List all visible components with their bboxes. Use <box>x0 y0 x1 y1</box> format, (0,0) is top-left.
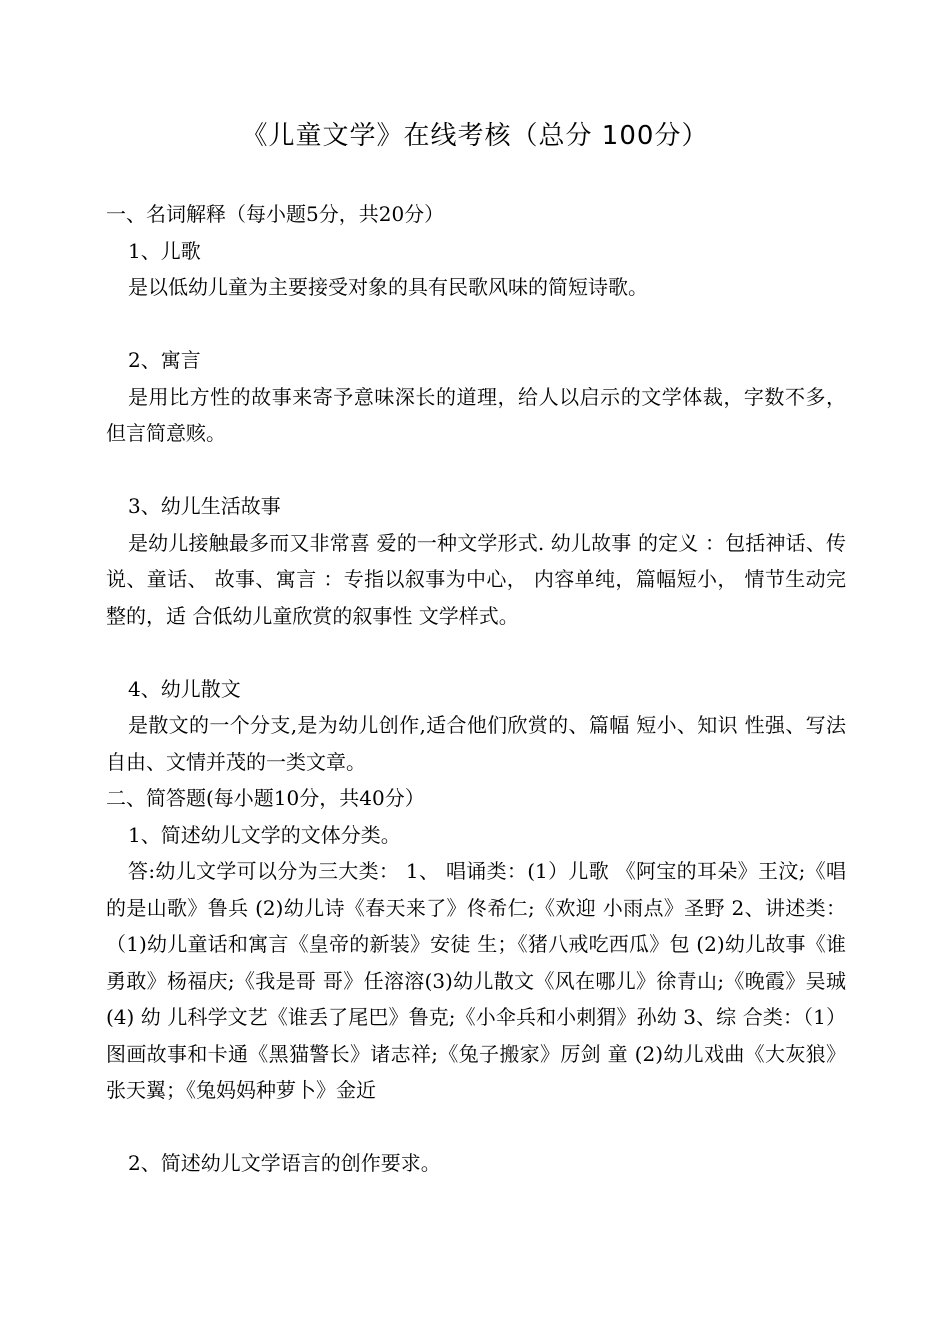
section-heading-1: 一、名词解释（每小题5分，共20分） <box>106 202 445 226</box>
paragraph-gap <box>106 634 846 671</box>
term-definition-4: 是散文的一个分支,是为幼儿创作,适合他们欣赏的、篇幅 短小、知识 性强、写法自由、文情并茂的一类文章。 <box>106 713 846 774</box>
question-label-1: 1、简述幼儿文学的文体分类。 <box>128 822 401 847</box>
document-title: 《儿童文学》在线考核（总分 100分） <box>241 121 709 151</box>
section-heading-2: 二、简答题(每小题10分，共40分） <box>106 786 425 810</box>
term-label-4: 4、幼儿散文 <box>128 676 241 701</box>
term-definition-1: 是以低幼儿童为主要接受对象的具有民歌风味的简短诗歌。 <box>128 275 648 299</box>
paragraph-gap <box>106 306 846 343</box>
term-label-2: 2、寓言 <box>128 348 201 372</box>
question-answer-1: 答:幼儿文学可以分为三大类： 1、 唱诵类：(1）儿歌 《阿宝的耳朵》王汶;《唱的是山歌》鲁兵 (2)幼儿诗《春天来了》佟希仁;《欢迎 小雨点》圣野 2、讲述类：（1)幼儿童话和寓言《皇帝的新装》安徒 生；《猪八戒吃西瓜》包 (2)幼儿故事《谁勇敢》杨福庆;《我是哥 哥》任溶溶(3)幼儿散文《风在哪儿》徐青山;《晚霞》吴珹 (4) 幼 儿科学文艺《谁丢了尾巴》鲁克;《小伞兵和小刺猬》孙幼 3、综 合类：（1）图画故事和卡通《黑猫警长》诸志祥;《兔子搬家》厉剑 童 (2)幼儿戏曲《大灰狼》张天翼；《兔妈妈种萝卜》金近 <box>106 859 846 1102</box>
term-label-3: 3、幼儿生活故事 <box>128 494 281 518</box>
term-label-1: 1、儿歌 <box>128 238 201 263</box>
paragraph-gap <box>106 452 846 489</box>
paragraph-gap <box>106 1109 846 1146</box>
question-label-2: 2、简述幼儿文学语言的创作要求。 <box>128 1151 441 1175</box>
document-body <box>106 196 846 1182</box>
term-definition-3: 是幼儿接触最多而又非常喜 爱的一种文学形式. 幼儿故事 的定义 ：包括神话、传说、童话、 故事、寓言 ：专指以叙事为中心， 内容单纯，篇幅短小， 情节生动完整的，适 合低幼儿童欣赏的叙事性 文学样式。 <box>106 530 846 628</box>
term-definition-2: 是用比方性的故事来寄予意味深长的道理，给人以启示的文学体裁，字数不多，但言简意赅。 <box>106 384 846 445</box>
